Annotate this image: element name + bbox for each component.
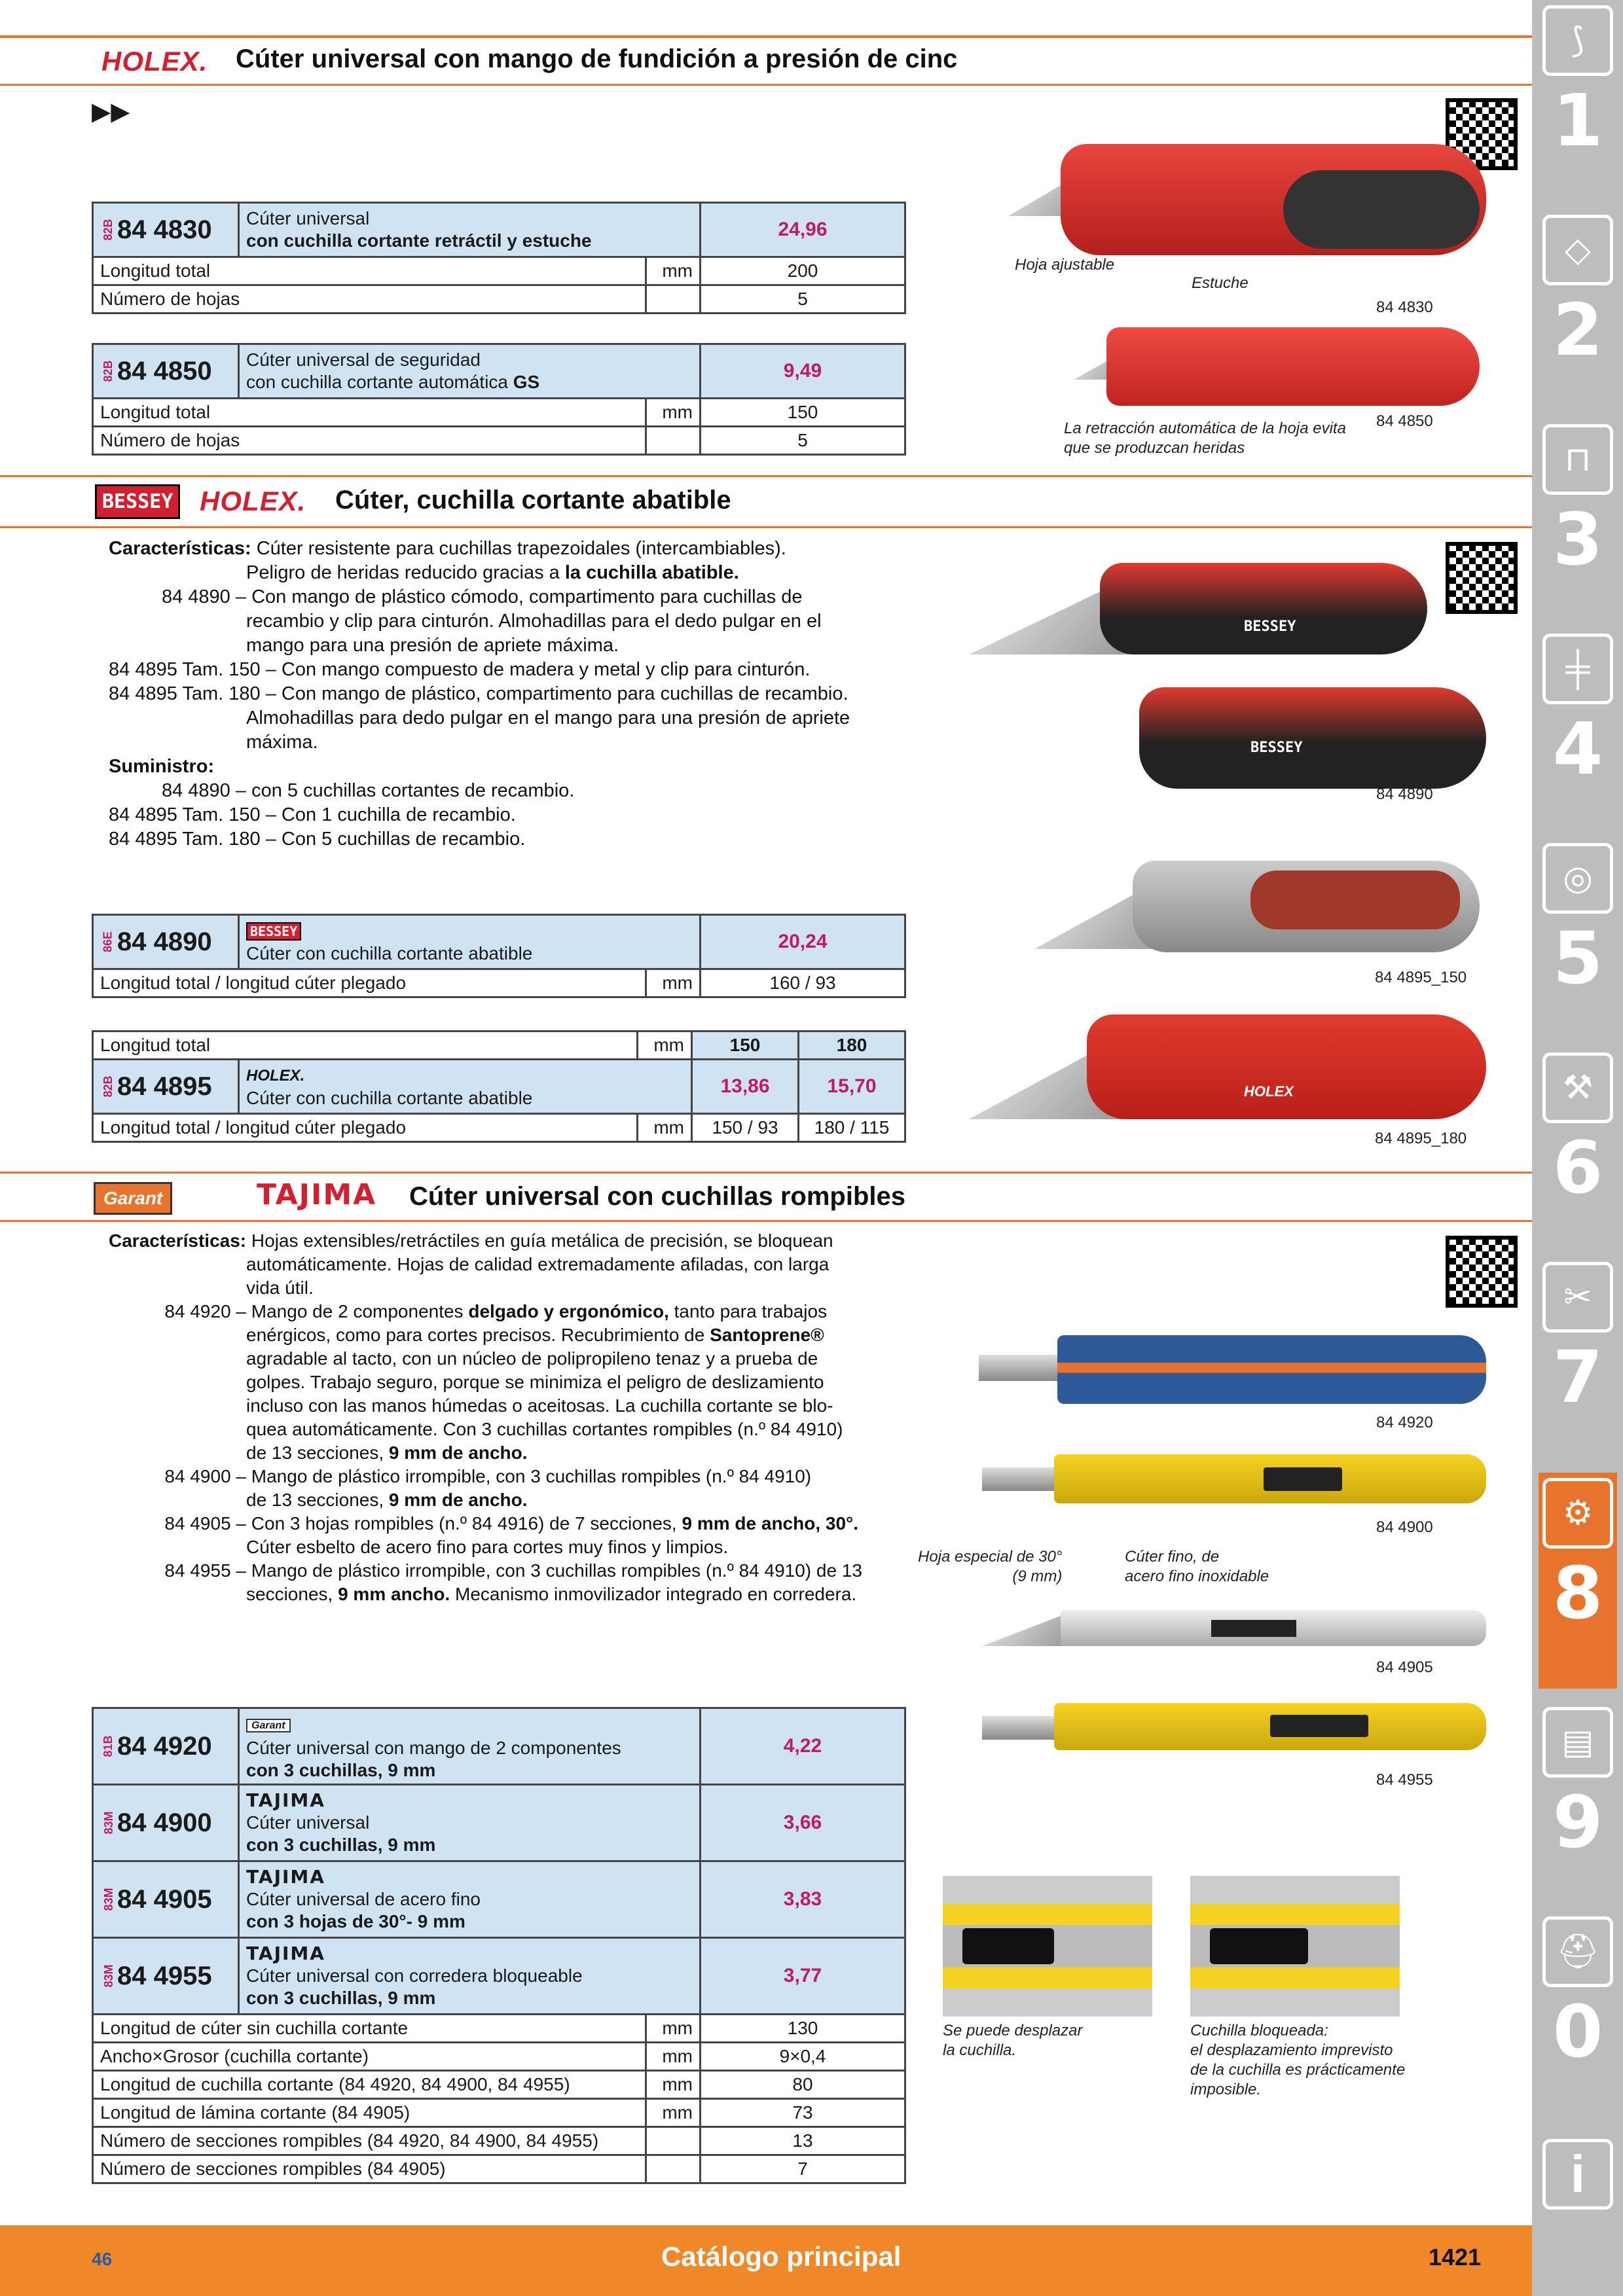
chapter-tab-info[interactable] — [1539, 2134, 1617, 2219]
image-code: 84 4920 — [1376, 1414, 1433, 1431]
caption-bloqueada: Cuchilla bloqueada: el desplazamiento imprevisto de la cuchilla es prácticamente imposible. — [1190, 2022, 1406, 2098]
spec-label: Longitud de cúter sin cuchilla cortante — [93, 2015, 646, 2043]
chapter-tab-8-active[interactable]: ⚙ 8 — [1539, 1473, 1617, 1689]
cutter-844905-image — [982, 1610, 1486, 1649]
image-code: 84 4895_180 — [1375, 1130, 1467, 1147]
safety-icon: ⛑ — [1542, 1916, 1613, 1987]
spec-label: Número de secciones rompibles (84 4920, 84 4900, 84 4955) — [93, 2127, 646, 2155]
spec-value: 5 — [701, 427, 905, 455]
section1-rule — [0, 84, 1532, 86]
top-rule — [0, 35, 1532, 38]
product-code[interactable]: 84 4830 — [117, 215, 212, 244]
spec-unit: mm — [638, 1114, 692, 1142]
product-code[interactable]: 84 4850 — [117, 356, 212, 386]
garant-logo: Garant — [94, 1182, 172, 1215]
product-code[interactable]: 84 4920 — [117, 1731, 212, 1761]
product-price: 3,77 — [701, 1938, 905, 2015]
cabinet-icon: ▤ — [1542, 1707, 1613, 1778]
product-code-cell — [93, 1861, 239, 1938]
size-150: 150 — [692, 1031, 799, 1060]
section3-features: Características: Hojas extensibles/retráctiles en guía metálica de precisión, se bloquean automáticamente. Hojas de calidad extremadamente afiladas, con larga vida útil. 84 4920 – Mango de 2 componentes delgado y ergonómico, tanto para trabajos enérgicos, como para cortes precisos. Recubrimiento de Santoprene® agradable al tacto, con un núcleo de polipropileno tenaz y a prueba de golpes. Trabajo seguro, porque se minimiza el peligro de deslizamiento incluso con las manos húmedas o aceitosas. La cuchilla cortante se blo- quea automáticamente. Con 3 cuchillas cortantes rompibles (n.º 84 4910) de 13 secciones, 9 mm de ancho. 84 4900 – Mango de plástico irrompible, con 3 cuchillas rompibles (n.º 84 4910) de 13 secciones, 9 mm de ancho. 84 4905 – Con 3 hojas rompibles (n.º 84 4916) de 7 secciones, 9 mm de ancho, 30°. Cúter esbelto de acero fino para cortes muy finos y limpios. 84 4955 – Mango de plástico irrompible, con 3 cuchillas rompibles (n.º 84 4910) de 13 secciones, 9 mm ancho. Mecanismo inmovilizador integrado en corredera. — [109, 1230, 862, 1604]
spec-value: 200 — [701, 257, 905, 285]
caption-desplazar: Se puede desplazar la cuchilla. — [943, 2022, 1083, 2059]
spec-unit — [646, 2127, 701, 2155]
spec-value: 9×0,4 — [701, 2043, 905, 2071]
spec-unit: mm — [646, 257, 701, 285]
caption-estuche: Estuche — [1192, 274, 1249, 292]
page-number-right: 1421 — [1429, 2244, 1482, 2270]
cutter-844890-open-image — [969, 556, 1427, 661]
spec-label: Número de hojas — [93, 427, 646, 455]
caption-hoja-especial: Hoja especial de 30° (9 mm) — [918, 1548, 1063, 1585]
spec-value: 5 — [701, 285, 905, 314]
spec-value: 80 — [701, 2071, 905, 2099]
product-code-cell — [93, 344, 239, 399]
product-code[interactable]: 84 4895 — [117, 1071, 212, 1101]
grinding-disc-icon: ◎ — [1542, 843, 1613, 914]
cutter-844850-image — [1074, 327, 1480, 412]
qr-code-icon[interactable] — [1446, 1236, 1518, 1308]
garant-logo: Garant — [246, 1719, 291, 1732]
spec-value: 160 / 93 — [701, 969, 905, 997]
spec-label: Longitud total — [93, 257, 646, 285]
product-table-breakable — [92, 1707, 906, 2184]
product-table-844895 — [92, 1030, 906, 1143]
section2-title: Cúter, cuchilla cortante abatible — [335, 486, 731, 514]
spec-value: 180 / 115 — [799, 1114, 905, 1142]
holex-logo: HOLEX. — [200, 486, 306, 516]
price-group: 82B — [101, 360, 115, 382]
spec-label: Longitud de lámina cortante (84 4905) — [93, 2099, 646, 2127]
spec-label: Ancho×Grosor (cuchilla cortante) — [93, 2043, 646, 2071]
chapter-tab-7[interactable]: ✂ 7 — [1539, 1257, 1617, 1460]
section2-features: Características: Cúter resistente para cuchillas trapezoidales (intercambiables). Peligro de heridas reducido gracias a la cuchilla abatible. 84 4890 – Con mango de plástico cómodo, compartimento para cuchillas de recambio y clip para cinturón. Almohadillas para el dedo pulgar en el mango para una presión de apriete máxima. 84 4895 Tam. 150 – Con mango compuesto de madera y metal y clip para cinturón. 84 4895 Tam. 180 – Con mango de plástico, compartimento para cuchillas de recambio. Almohadillas para dedo pulgar en el mango para una presión de apriete máxima. Suministro: 84 4890 – con 5 cuchillas cortantes de recambio. 84 4895 Tam. 150 – Con 1 cuchilla de recambio. 84 4895 Tam. 180 – Con 5 cuchillas de recambio. — [109, 538, 850, 850]
spec-value: 150 — [701, 399, 905, 427]
chapter-tab-0[interactable]: ⛑ 0 — [1539, 1911, 1617, 2114]
page-number-left: 46 — [92, 2249, 113, 2269]
image-code: 84 4895_150 — [1375, 969, 1467, 986]
price-group: 86E — [101, 931, 115, 953]
holex-logo: HOLEX. — [246, 1067, 305, 1085]
spec-value: 73 — [701, 2099, 905, 2127]
price-group: 83M — [102, 1811, 116, 1835]
section3-rule — [0, 1220, 1532, 1222]
product-code-cell — [93, 203, 239, 257]
price-group: 81B — [101, 1735, 115, 1757]
chapter-tab-2[interactable]: ◇ 2 — [1539, 209, 1617, 412]
product-code[interactable]: 84 4955 — [117, 1961, 212, 1990]
workshop-tools-icon: ⚙ — [1542, 1478, 1613, 1549]
spec-unit: mm — [646, 2043, 701, 2071]
image-code: 84 4850 — [1376, 412, 1433, 430]
spec-unit — [646, 285, 701, 314]
caption-retraccion: La retracción automática de la hoja evita que se produzcan heridas — [1064, 420, 1346, 457]
qr-code-icon[interactable] — [1446, 542, 1518, 614]
chuck-icon: ⊓ — [1542, 424, 1613, 495]
insert-icon: ◇ — [1542, 215, 1613, 285]
more-arrows-icon[interactable]: ▶▶ — [92, 98, 130, 126]
product-code-cell — [93, 915, 239, 969]
section1-title: Cúter universal con mango de fundición a presión de cinc — [236, 45, 958, 73]
product-price: 3,83 — [701, 1861, 905, 1938]
product-table-844830 — [92, 202, 906, 314]
price-group: 82B — [101, 1075, 115, 1098]
spec-label: Número de secciones rompibles (84 4905) — [93, 2155, 646, 2183]
section2-rule — [0, 526, 1532, 528]
product-table-844890 — [92, 914, 906, 998]
tajima-logo: TAJIMA — [257, 1178, 377, 1211]
spec-unit: mm — [646, 2015, 701, 2043]
spec-label: Longitud total / longitud cúter plegado — [93, 969, 646, 997]
spec-value: 7 — [701, 2155, 905, 2183]
spec-unit: mm — [646, 399, 701, 427]
product-price-180: 15,70 — [799, 1060, 905, 1114]
knife-brand-label: BESSEY — [1250, 740, 1303, 756]
knife-brand-label: BESSEY — [1244, 619, 1296, 635]
cutter-844900-image — [982, 1454, 1486, 1507]
wrench-icon: ⚒ — [1542, 1052, 1613, 1123]
drill-bit-icon: ⟆ — [1542, 5, 1613, 76]
footer-title: Catálogo principal — [661, 2241, 902, 2272]
product-desc: TAJIMA Cúter universal de acero fino con 3 hojas de 30°- 9 mm — [239, 1861, 701, 1938]
cutter-844895-180-image — [969, 1008, 1486, 1122]
detail-lock-image — [1190, 1876, 1400, 2017]
chapter-tab-5[interactable]: ◎ 5 — [1539, 838, 1617, 1041]
product-code[interactable]: 84 4890 — [117, 927, 212, 956]
product-price: 4,22 — [701, 1708, 905, 1785]
cutter-844830-image — [1008, 144, 1493, 262]
spec-value: 130 — [701, 2015, 905, 2043]
product-code-cell — [93, 1060, 239, 1114]
spec-label: Longitud total / longitud cúter plegado — [93, 1114, 638, 1142]
product-price: 20,24 — [701, 915, 905, 969]
cutter-844895-150-image — [1034, 857, 1480, 956]
tajima-logo: TAJIMA — [246, 1866, 325, 1888]
product-desc: BESSEY Cúter con cuchilla cortante abatible — [239, 915, 701, 969]
chapter-tab-6[interactable]: ⚒ 6 — [1539, 1047, 1617, 1250]
knife-brand-label: HOLEX — [1244, 1083, 1294, 1100]
bessey-logo: BESSEY — [95, 484, 180, 519]
spec-label: Longitud de cuchilla cortante (84 4920, 84 4900, 84 4955) — [93, 2071, 646, 2099]
section3-title: Cúter universal con cuchillas rompibles — [409, 1182, 906, 1211]
spec-value: 150 / 93 — [692, 1114, 799, 1142]
image-code: 84 4955 — [1376, 1771, 1433, 1789]
product-price-150: 13,86 — [692, 1060, 799, 1114]
size-180: 180 — [799, 1031, 905, 1060]
chapter-tab-4[interactable]: ╪ 4 — [1539, 628, 1617, 831]
product-code-cell — [93, 1938, 239, 2015]
chapter-tab-1[interactable]: ⟆ 1 — [1539, 0, 1617, 203]
product-price: 9,49 — [701, 344, 905, 399]
spec-unit: mm — [646, 2099, 701, 2127]
image-code: 84 4830 — [1376, 298, 1433, 316]
image-code: 84 4905 — [1376, 1659, 1433, 1676]
spec-label: Longitud total — [93, 1031, 638, 1060]
chapter-tab-9[interactable]: ▤ 9 — [1539, 1702, 1617, 1905]
pliers-icon: ✂ — [1542, 1262, 1613, 1333]
tajima-logo: TAJIMA — [246, 1789, 325, 1811]
product-desc: TAJIMA Cúter universal con corredera bloqueable con 3 cuchillas, 9 mm — [239, 1938, 701, 2015]
spec-label: Longitud total — [93, 399, 646, 427]
product-table-844850 — [92, 343, 906, 456]
product-desc: TAJIMA Cúter universal con 3 cuchillas, 9 mm — [239, 1785, 701, 1861]
price-group: 83M — [102, 1964, 116, 1988]
caption-hoja: Hoja ajustable — [1015, 256, 1115, 274]
chapter-tab-3[interactable]: ⊓ 3 — [1539, 419, 1617, 622]
spec-unit — [646, 427, 701, 455]
detail-slide-image — [943, 1876, 1152, 2017]
product-desc: Cúter universal con cuchilla cortante retráctil y estuche — [239, 203, 701, 257]
section2-top-rule — [0, 475, 1532, 477]
product-code-cell — [93, 1785, 239, 1861]
info-icon: i — [1542, 2139, 1613, 2210]
price-group: 83M — [102, 1888, 116, 1911]
cutter-844955-image — [982, 1703, 1486, 1752]
bessey-logo: BESSEY — [246, 922, 301, 941]
product-desc: Garant Cúter universal con mango de 2 componentes con 3 cuchillas, 9 mm — [239, 1708, 701, 1785]
product-code[interactable]: 84 4900 — [117, 1808, 212, 1837]
product-desc: HOLEX. Cúter con cuchilla cortante abatible — [239, 1060, 692, 1114]
caliper-icon: ╪ — [1542, 634, 1613, 704]
product-code-cell — [93, 1708, 239, 1785]
spec-value: 13 — [701, 2127, 905, 2155]
cutter-844920-image — [979, 1335, 1486, 1407]
product-price: 3,66 — [701, 1785, 905, 1861]
spec-unit — [646, 2155, 701, 2183]
price-group: 82B — [101, 219, 115, 241]
product-price: 24,96 — [701, 203, 905, 257]
holex-logo: HOLEX. — [101, 46, 208, 77]
product-code[interactable]: 84 4905 — [117, 1884, 212, 1914]
tajima-logo: TAJIMA — [246, 1943, 325, 1964]
spec-unit: mm — [646, 969, 701, 997]
product-desc: Cúter universal de seguridad con cuchilla cortante automática GS — [239, 344, 701, 399]
spec-unit: mm — [646, 2071, 701, 2099]
cutter-844890-closed-image — [1139, 687, 1486, 792]
spec-label: Número de hojas — [93, 285, 646, 314]
spec-unit: mm — [638, 1031, 692, 1060]
image-code: 84 4890 — [1376, 785, 1433, 803]
image-code: 84 4900 — [1376, 1518, 1433, 1536]
section3-top-rule — [0, 1172, 1532, 1174]
caption-cuter-fino: Cúter fino, de acero fino inoxidable — [1125, 1548, 1269, 1585]
